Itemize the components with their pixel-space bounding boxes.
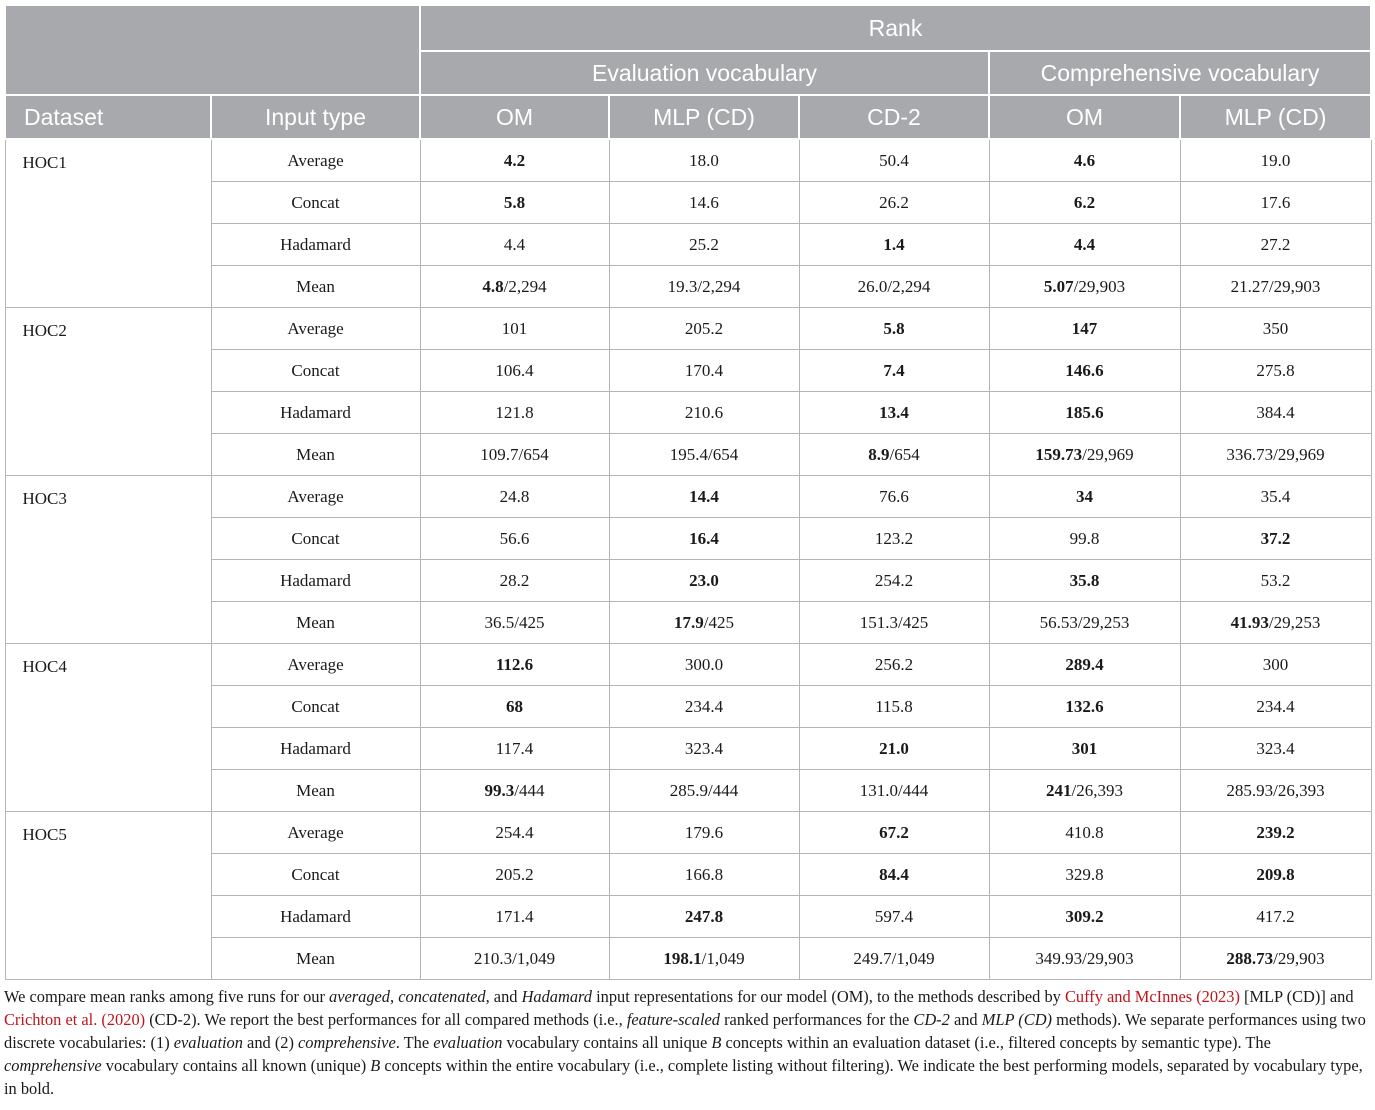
value-cell-eval-om (420, 224, 609, 266)
value: 17.6 (1260, 192, 1291, 212)
best-value: 68 (506, 696, 523, 716)
vocabulary-size: /29,903 (1073, 276, 1126, 296)
value-cell-comp-mlp-cd (1180, 686, 1371, 728)
header-eval-cd2: CD-2 (799, 95, 989, 139)
best-value: 112.6 (495, 654, 534, 674)
caption-text: and (949, 1010, 982, 1029)
input-type-cell: Hadamard (211, 224, 420, 266)
value-cell-eval-cd2 (799, 938, 989, 980)
value-cell-comp-om (989, 728, 1180, 770)
value: 195.4/654 (669, 444, 739, 464)
best-value: 309.2 (1065, 906, 1104, 926)
value: 24.8 (499, 486, 530, 506)
value: 36.5/425 (484, 612, 545, 632)
value: 56.53/29,253 (1039, 612, 1130, 632)
table-row (5, 644, 1371, 686)
input-type-cell: Average (211, 812, 420, 854)
best-value: 67.2 (879, 822, 909, 842)
best-value: 198.1 (663, 948, 702, 968)
value-cell-comp-om (989, 560, 1180, 602)
value: 171.4 (495, 906, 534, 926)
value: 350 (1262, 318, 1289, 338)
value-cell-eval-cd2 (799, 139, 989, 182)
value-cell-comp-mlp-cd (1180, 854, 1371, 896)
input-type-cell: Average (211, 644, 420, 686)
caption-text: vocabulary contains all known (unique) (101, 1056, 371, 1075)
value-cell-eval-cd2 (799, 518, 989, 560)
best-value: 41.93 (1230, 612, 1269, 632)
value-cell-comp-mlp-cd (1180, 602, 1371, 644)
value: 21.27/29,903 (1230, 276, 1321, 296)
best-value: 7.4 (883, 360, 905, 380)
value-cell-comp-om (989, 896, 1180, 938)
best-value: 147 (1071, 318, 1098, 338)
value-cell-eval-om (420, 686, 609, 728)
value: 28.2 (499, 570, 530, 590)
value-cell-comp-mlp-cd (1180, 812, 1371, 854)
value: 50.4 (879, 150, 909, 170)
best-value: 4.2 (503, 150, 526, 170)
header-comprehensive-vocabulary: Comprehensive vocabulary (989, 51, 1371, 95)
best-value: 132.6 (1065, 696, 1104, 716)
value-cell-eval-mlp-cd (609, 938, 799, 980)
value: 25.2 (689, 234, 719, 254)
value-cell-eval-om (420, 560, 609, 602)
value-cell-eval-cd2 (799, 560, 989, 602)
vocabulary-size: /29,969 (1082, 444, 1134, 464)
value-cell-eval-om (420, 812, 609, 854)
value-cell-comp-mlp-cd (1180, 560, 1371, 602)
value-cell-eval-cd2 (799, 812, 989, 854)
value-cell-comp-om (989, 182, 1180, 224)
value: 410.8 (1065, 822, 1104, 842)
input-type-cell: Hadamard (211, 560, 420, 602)
value-cell-eval-cd2 (799, 350, 989, 392)
best-value: 301 (1071, 738, 1098, 758)
value-cell-comp-om (989, 518, 1180, 560)
caption-text: comprehensive (298, 1033, 396, 1052)
value-cell-comp-om (989, 224, 1180, 266)
value: 417.2 (1256, 906, 1295, 926)
input-type-cell: Concat (211, 350, 420, 392)
best-value: 14.4 (689, 486, 719, 506)
value-cell-eval-mlp-cd (609, 224, 799, 266)
value-cell-comp-om (989, 476, 1180, 518)
value-cell-eval-mlp-cd (609, 392, 799, 434)
value: 19.0 (1260, 150, 1291, 170)
vocabulary-size: /425 (703, 612, 734, 632)
value-cell-comp-mlp-cd (1180, 182, 1371, 224)
header-comp-om: OM (989, 95, 1180, 139)
value-cell-eval-cd2 (799, 434, 989, 476)
input-type-cell: Hadamard (211, 392, 420, 434)
best-value: 6.2 (1073, 192, 1096, 212)
caption-text: Hadamard (521, 987, 592, 1006)
table-caption (4, 985, 1370, 1100)
header-input-type: Input type (211, 95, 420, 139)
header-eval-om: OM (420, 95, 609, 139)
value-cell-comp-mlp-cd (1180, 518, 1371, 560)
best-value: 17.9 (674, 612, 704, 632)
value-cell-eval-mlp-cd (609, 812, 799, 854)
value-cell-comp-mlp-cd (1180, 350, 1371, 392)
value-cell-eval-om (420, 728, 609, 770)
dataset-name: HOC3 (5, 476, 211, 644)
best-value: 289.4 (1065, 654, 1104, 674)
value: 249.7/1,049 (853, 948, 935, 968)
value: 26.2 (879, 192, 909, 212)
value-cell-comp-mlp-cd (1180, 434, 1371, 476)
value-cell-eval-cd2 (799, 224, 989, 266)
value: 323.4 (684, 738, 724, 758)
value-cell-eval-mlp-cd (609, 854, 799, 896)
value: 4.4 (503, 234, 526, 254)
vocabulary-size: /654 (889, 444, 920, 464)
value-cell-eval-mlp-cd (609, 518, 799, 560)
best-value: 209.8 (1256, 864, 1295, 884)
value-cell-eval-mlp-cd (609, 350, 799, 392)
header-comp-mlp-cd: MLP (CD) (1180, 95, 1371, 139)
best-value: 146.6 (1065, 360, 1104, 380)
vocabulary-size: /29,253 (1268, 612, 1321, 632)
value-cell-comp-mlp-cd (1180, 896, 1371, 938)
value-cell-comp-mlp-cd (1180, 224, 1371, 266)
value-cell-eval-cd2 (799, 686, 989, 728)
value-cell-eval-mlp-cd (609, 644, 799, 686)
input-type-cell: Hadamard (211, 896, 420, 938)
value-cell-eval-mlp-cd (609, 434, 799, 476)
value: 35.4 (1260, 486, 1291, 506)
input-type-cell: Average (211, 139, 420, 182)
value-cell-comp-om (989, 139, 1180, 182)
caption-text: methods). We separate performances using two discrete vocabularies: (1) (4, 1010, 1366, 1052)
best-value: 239.2 (1256, 822, 1295, 842)
value: 131.0/444 (859, 780, 929, 800)
best-value: 5.8 (883, 318, 905, 338)
input-type-cell: Mean (211, 770, 420, 812)
value: 14.6 (689, 192, 719, 212)
value: 179.6 (684, 822, 724, 842)
best-value: 288.73 (1226, 948, 1274, 968)
results-table (4, 4, 1372, 980)
best-value: 159.73 (1035, 444, 1083, 464)
value-cell-eval-om (420, 854, 609, 896)
best-value: 8.9 (868, 444, 890, 464)
value-cell-eval-mlp-cd (609, 770, 799, 812)
value-cell-eval-om (420, 770, 609, 812)
value-cell-eval-om (420, 518, 609, 560)
input-type-cell: Average (211, 476, 420, 518)
best-value: 5.07 (1043, 276, 1074, 296)
value: 210.6 (684, 402, 724, 422)
header-rank: Rank (420, 5, 1371, 51)
input-type-cell: Mean (211, 434, 420, 476)
best-value: 23.0 (689, 570, 719, 590)
value-cell-eval-cd2 (799, 728, 989, 770)
vocabulary-size: /29,903 (1273, 948, 1325, 968)
caption-text: concatenated (398, 987, 486, 1006)
value-cell-comp-om (989, 602, 1180, 644)
value: 256.2 (874, 654, 914, 674)
value-cell-eval-om (420, 392, 609, 434)
value: 285.9/444 (669, 780, 739, 800)
table-row (5, 812, 1371, 854)
value: 323.4 (1256, 738, 1295, 758)
best-value: 84.4 (879, 864, 909, 884)
value: 210.3/1,049 (473, 948, 556, 968)
value: 19.3/2,294 (667, 276, 741, 296)
input-type-cell: Concat (211, 686, 420, 728)
best-value: 35.8 (1069, 570, 1100, 590)
value: 254.4 (495, 822, 534, 842)
best-value: 13.4 (879, 402, 909, 422)
table-header (5, 5, 1371, 139)
caption-text: ranked performances for the (720, 1010, 914, 1029)
input-type-cell: Concat (211, 854, 420, 896)
value-cell-eval-om (420, 182, 609, 224)
vocabulary-size: /26,393 (1071, 780, 1123, 800)
value-cell-eval-cd2 (799, 770, 989, 812)
caption-text: concepts within an evaluation dataset (i.e., filtered concepts by semantic type). The (721, 1033, 1271, 1052)
caption-text: input representations for our model (OM), to the methods described by (592, 987, 1065, 1006)
header-corner (5, 5, 420, 95)
value-cell-comp-mlp-cd (1180, 266, 1371, 308)
value: 166.8 (684, 864, 724, 884)
header-dataset: Dataset (5, 95, 211, 139)
value-cell-eval-mlp-cd (609, 182, 799, 224)
best-value: 21.0 (879, 738, 909, 758)
value-cell-eval-om (420, 938, 609, 980)
value-cell-eval-om (420, 139, 609, 182)
citation-link[interactable]: Crichton et al. (2020) (4, 1010, 146, 1029)
value: 106.4 (495, 360, 534, 380)
value: 329.8 (1065, 864, 1104, 884)
caption-text: , (390, 987, 399, 1006)
value: 275.8 (1256, 360, 1295, 380)
best-value: 5.8 (503, 192, 526, 212)
value-cell-comp-mlp-cd (1180, 308, 1371, 350)
input-type-cell: Concat (211, 518, 420, 560)
value: 300.0 (684, 654, 724, 674)
input-type-cell: Average (211, 308, 420, 350)
value-cell-comp-om (989, 938, 1180, 980)
value: 336.73/29,969 (1226, 444, 1325, 464)
citation-link[interactable]: Cuffy and McInnes (2023) (1064, 987, 1240, 1006)
value-cell-comp-om (989, 308, 1180, 350)
value-cell-eval-mlp-cd (609, 728, 799, 770)
value-cell-comp-mlp-cd (1180, 139, 1371, 182)
dataset-name: HOC2 (5, 308, 211, 476)
value-cell-eval-om (420, 266, 609, 308)
value-cell-eval-mlp-cd (609, 896, 799, 938)
value: 285.93/26,393 (1226, 780, 1325, 800)
value: 99.8 (1069, 528, 1100, 548)
value-cell-eval-mlp-cd (609, 139, 799, 182)
caption-text: . The (395, 1033, 434, 1052)
value: 254.2 (874, 570, 914, 590)
best-value: 34 (1076, 486, 1093, 506)
value: 300 (1262, 654, 1289, 674)
header-evaluation-vocabulary: Evaluation vocabulary (420, 51, 989, 95)
best-value: 247.8 (684, 906, 724, 926)
value: 56.6 (499, 528, 530, 548)
caption-text: and (2) (242, 1033, 299, 1052)
dataset-name: HOC1 (5, 139, 211, 308)
value-cell-comp-mlp-cd (1180, 728, 1371, 770)
input-type-cell: Mean (211, 266, 420, 308)
caption-text: feature-scaled (626, 1010, 720, 1029)
value-cell-comp-om (989, 434, 1180, 476)
value-cell-comp-om (989, 644, 1180, 686)
input-type-cell: Hadamard (211, 728, 420, 770)
table-row (5, 476, 1371, 518)
value: 53.2 (1260, 570, 1291, 590)
value: 109.7/654 (480, 444, 549, 464)
value-cell-comp-mlp-cd (1180, 770, 1371, 812)
value-cell-eval-cd2 (799, 182, 989, 224)
value-cell-eval-om (420, 602, 609, 644)
header-eval-mlp-cd: MLP (CD) (609, 95, 799, 139)
value-cell-comp-mlp-cd (1180, 476, 1371, 518)
value: 27.2 (1260, 234, 1291, 254)
value-cell-eval-om (420, 644, 609, 686)
value: 101 (501, 318, 528, 338)
table-body (5, 139, 1371, 980)
value-cell-eval-cd2 (799, 308, 989, 350)
value-cell-eval-cd2 (799, 896, 989, 938)
caption-text: evaluation (433, 1033, 503, 1052)
best-value: 185.6 (1065, 402, 1104, 422)
table-row (5, 139, 1371, 182)
input-type-cell: Concat (211, 182, 420, 224)
caption-text: CD-2 (913, 1010, 950, 1029)
value-cell-eval-mlp-cd (609, 476, 799, 518)
value-cell-eval-cd2 (799, 476, 989, 518)
value-cell-eval-cd2 (799, 266, 989, 308)
caption-text: B (711, 1033, 722, 1052)
best-value: 241 (1046, 780, 1072, 800)
vocabulary-size: /1,049 (701, 948, 745, 968)
value: 76.6 (879, 486, 909, 506)
value-cell-eval-mlp-cd (609, 266, 799, 308)
value-cell-eval-om (420, 350, 609, 392)
dataset-name: HOC4 (5, 644, 211, 812)
value: 234.4 (1256, 696, 1295, 716)
value: 26.0/2,294 (857, 276, 931, 296)
value: 151.3/425 (859, 612, 929, 632)
value: 170.4 (684, 360, 724, 380)
value: 115.8 (875, 696, 913, 716)
caption-text: averaged (329, 987, 391, 1006)
best-value: 37.2 (1260, 528, 1291, 548)
value-cell-eval-cd2 (799, 602, 989, 644)
value-cell-eval-cd2 (799, 644, 989, 686)
value-cell-comp-om (989, 854, 1180, 896)
value: 117.4 (495, 738, 534, 758)
caption-text: [MLP (CD)] and (1239, 987, 1354, 1006)
input-type-cell: Mean (211, 938, 420, 980)
caption-text: , and (485, 987, 522, 1006)
value-cell-comp-mlp-cd (1180, 644, 1371, 686)
value-cell-comp-om (989, 770, 1180, 812)
value-cell-eval-mlp-cd (609, 560, 799, 602)
value: 205.2 (495, 864, 534, 884)
value: 234.4 (684, 696, 724, 716)
value-cell-comp-om (989, 392, 1180, 434)
value: 121.8 (495, 402, 534, 422)
value-cell-comp-mlp-cd (1180, 392, 1371, 434)
best-value: 4.6 (1073, 150, 1096, 170)
value: 18.0 (689, 150, 719, 170)
best-value: 1.4 (883, 234, 905, 254)
vocabulary-size: /444 (514, 780, 545, 800)
best-value: 99.3 (484, 780, 515, 800)
value: 384.4 (1256, 402, 1295, 422)
caption-text: (CD-2). We report the best performances for all compared methods (i.e., (145, 1010, 627, 1029)
value: 597.4 (874, 906, 914, 926)
value-cell-comp-om (989, 812, 1180, 854)
caption-text: vocabulary contains all unique (502, 1033, 712, 1052)
value-cell-eval-om (420, 476, 609, 518)
value: 349.93/29,903 (1035, 948, 1134, 968)
value-cell-eval-mlp-cd (609, 686, 799, 728)
value-cell-comp-om (989, 266, 1180, 308)
value-cell-eval-om (420, 434, 609, 476)
caption-text: comprehensive (4, 1056, 102, 1075)
value-cell-eval-cd2 (799, 854, 989, 896)
value: 123.2 (874, 528, 914, 548)
caption-text: MLP (CD) (981, 1010, 1052, 1029)
caption-text: We compare mean ranks among five runs for our (4, 987, 330, 1006)
caption-text: B (370, 1056, 381, 1075)
value-cell-comp-om (989, 350, 1180, 392)
best-value: 4.8 (482, 276, 504, 296)
vocabulary-size: /2,294 (503, 276, 547, 296)
value-cell-eval-om (420, 308, 609, 350)
value-cell-eval-cd2 (799, 392, 989, 434)
value-cell-comp-om (989, 686, 1180, 728)
caption-text: concepts within the entire vocabulary (i.e., complete listing without filtering). We indicate the best performing models, separated by vocabulary type, in bold. (4, 1056, 1363, 1098)
caption-text: evaluation (173, 1033, 243, 1052)
best-value: 16.4 (689, 528, 719, 548)
value-cell-eval-mlp-cd (609, 308, 799, 350)
input-type-cell: Mean (211, 602, 420, 644)
best-value: 4.4 (1073, 234, 1096, 254)
table-row (5, 308, 1371, 350)
value-cell-comp-mlp-cd (1180, 938, 1371, 980)
value-cell-eval-om (420, 896, 609, 938)
dataset-name: HOC5 (5, 812, 211, 980)
value: 205.2 (684, 318, 724, 338)
value-cell-eval-mlp-cd (609, 602, 799, 644)
